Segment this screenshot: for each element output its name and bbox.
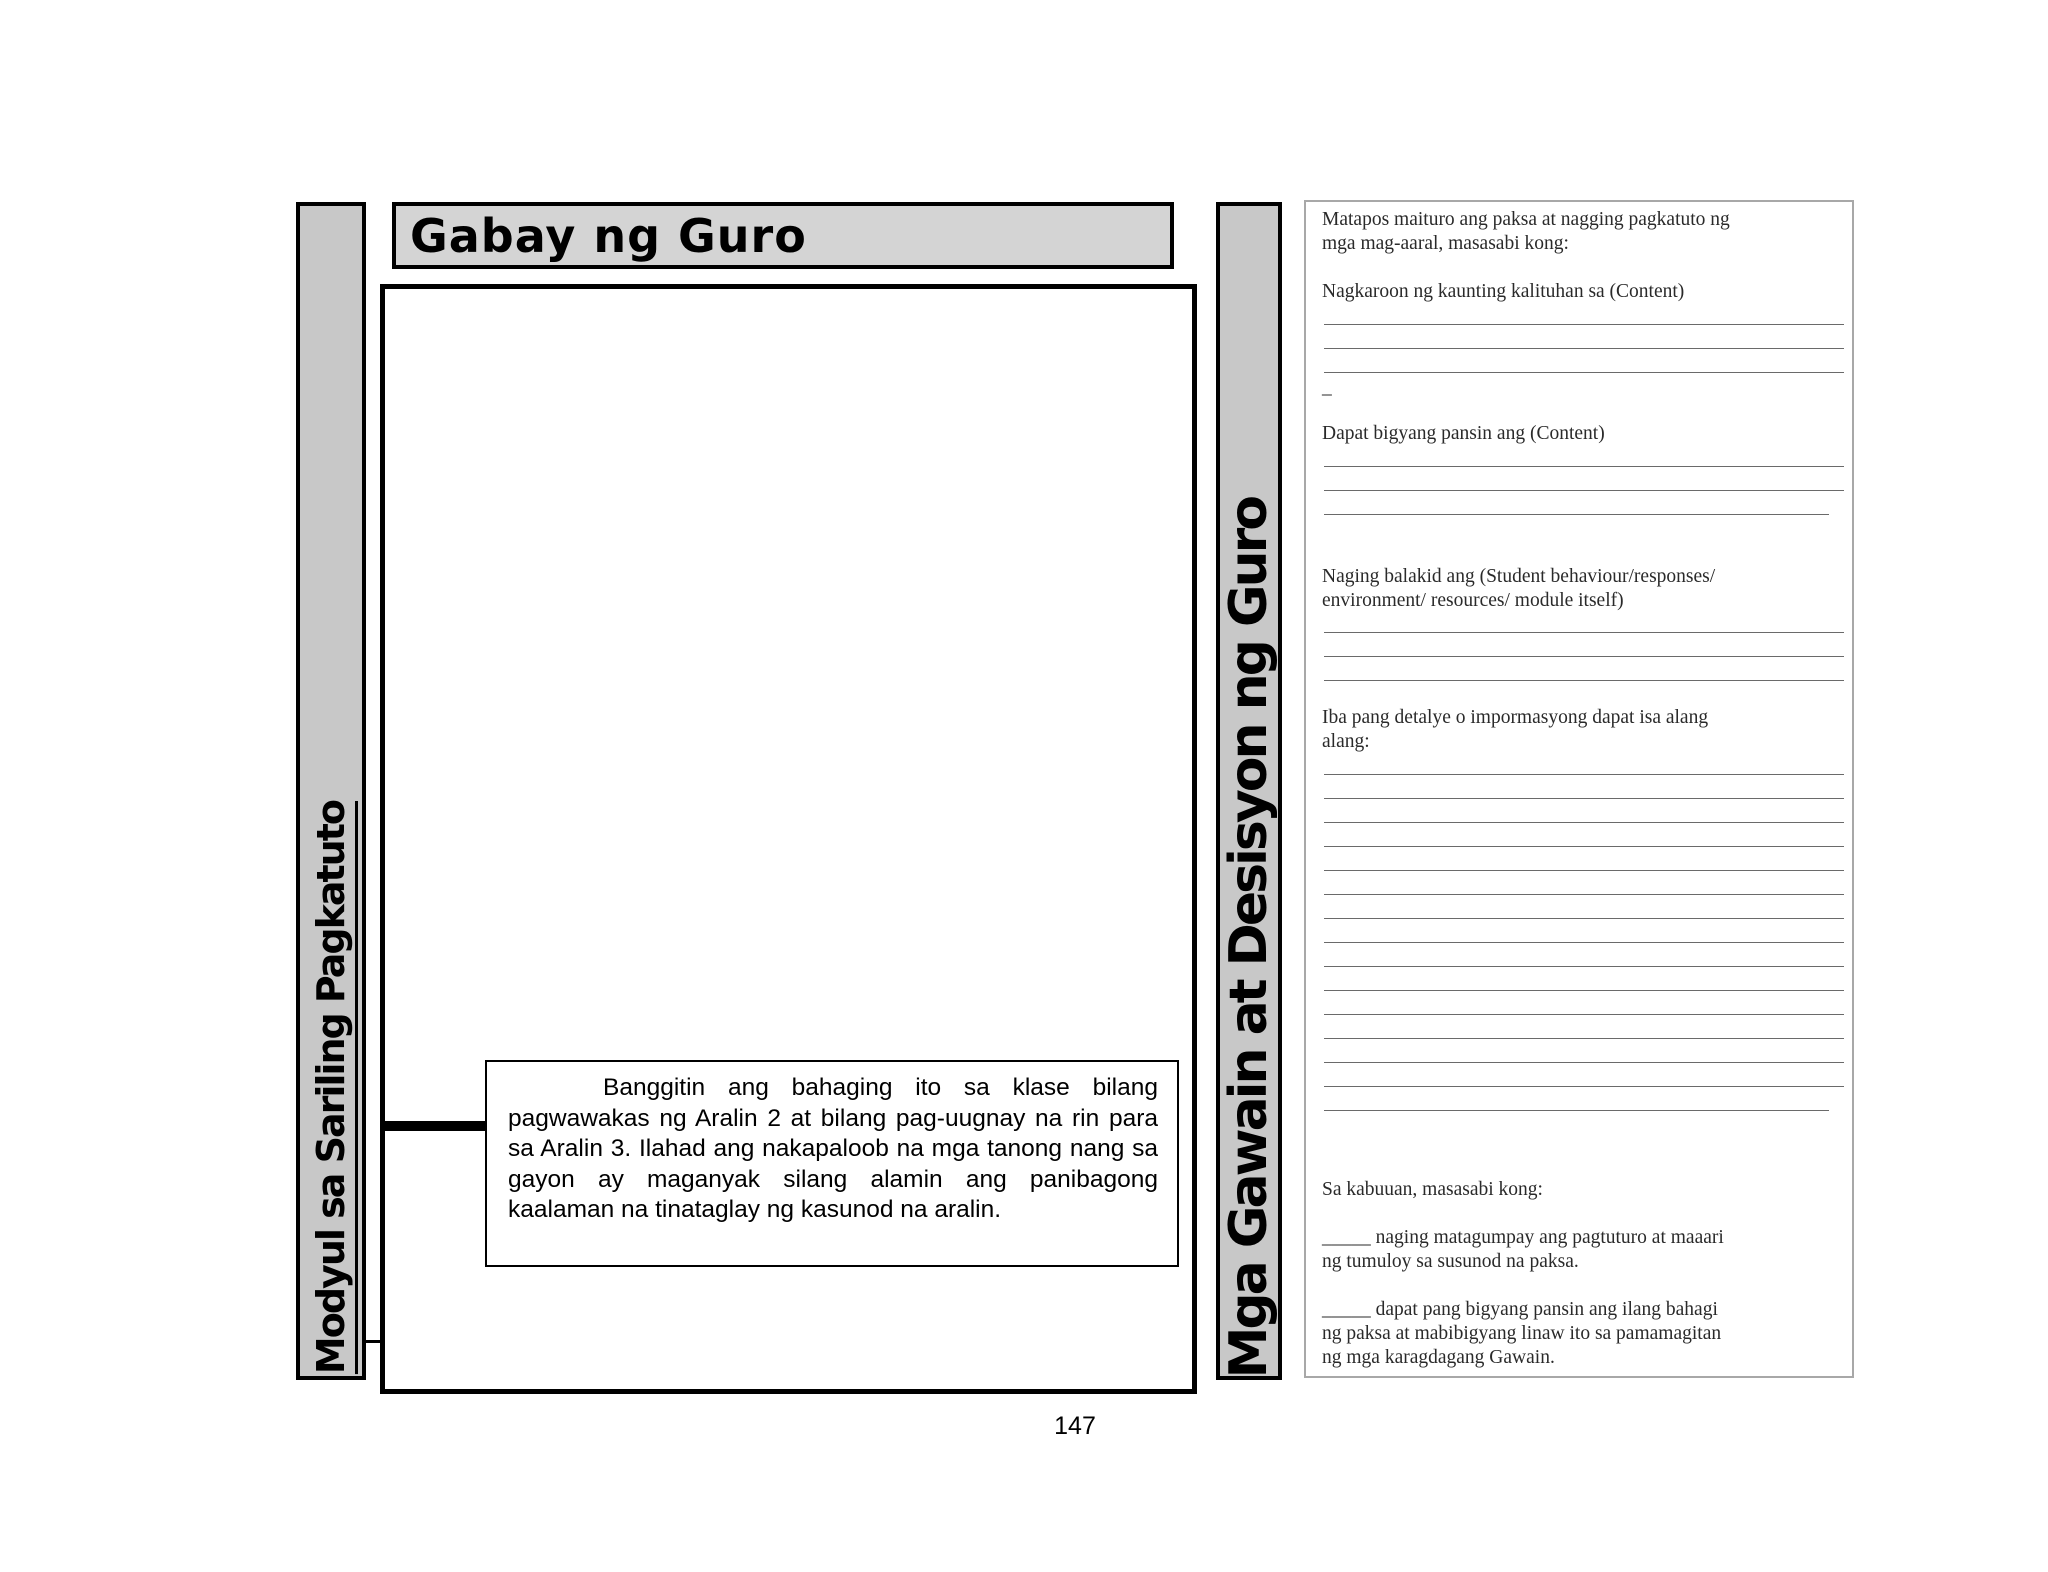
answer-line xyxy=(1324,466,1844,467)
answer-line xyxy=(1324,942,1844,943)
form-option-review-line-2: ng paksa at mabibigyang linaw ito sa pamamagitan xyxy=(1322,1323,1722,1344)
answer-line xyxy=(1324,656,1844,657)
answer-line xyxy=(1324,774,1844,775)
form-intro-line-1: Matapos maituro ang paksa at nagging pagkatuto ng xyxy=(1322,209,1730,230)
answer-line xyxy=(1324,1014,1844,1015)
answer-line xyxy=(1324,514,1829,515)
answer-line xyxy=(1324,1038,1844,1039)
form-summary-heading: Sa kabuuan, masasabi kong: xyxy=(1322,1179,1543,1200)
answer-line xyxy=(1324,990,1844,991)
answer-line xyxy=(1324,632,1844,633)
instruction-note-text: Banggitin ang bahaging ito sa klase bilang pagwawakas ng Aralin 2 at bilang pag-uugnay na rin para sa Aralin 3. Ilahad ang nakapaloob na mga tanong nang sa gayon ay maganyak silang alamin ang panibagong kaalaman na tinataglay ng kasunod na aralin. xyxy=(508,1074,1158,1223)
form-section-obstacle-line-1: Naging balakid ang (Student behaviour/responses/ xyxy=(1322,566,1716,587)
answer-line xyxy=(1324,798,1844,799)
answer-line xyxy=(1324,846,1844,847)
answer-line xyxy=(1324,870,1844,871)
connector-tick xyxy=(366,1340,384,1343)
answer-line xyxy=(1324,348,1844,349)
answer-line xyxy=(1324,1110,1829,1111)
answer-line xyxy=(1324,894,1844,895)
left-band-title-wrap xyxy=(296,202,366,1380)
form-option-review-line-3: ng mga karagdagang Gawain. xyxy=(1322,1347,1555,1368)
form-section-obstacle-line-2: environment/ resources/ module itself) xyxy=(1322,590,1624,611)
form-option-review-line-1: _____ dapat pang bigyang pansin ang ilang bahagi xyxy=(1322,1299,1718,1320)
form-dash: _ xyxy=(1322,377,1332,398)
form-option-success-line-1: _____ naging matagumpay ang pagtuturo at maaari xyxy=(1322,1227,1724,1248)
form-intro-line-2: mga mag-aaral, masasabi kong: xyxy=(1322,233,1569,254)
answer-line xyxy=(1324,490,1844,491)
instruction-note xyxy=(485,1060,1179,1267)
answer-line xyxy=(1324,372,1844,373)
form-section-details-line-2: alang: xyxy=(1322,731,1370,752)
answer-line xyxy=(1324,1086,1844,1087)
right-band-title-wrap xyxy=(1216,202,1282,1380)
page-number: 147 xyxy=(1054,1412,1096,1440)
form-section-attention: Dapat bigyang pansin ang (Content) xyxy=(1322,423,1605,444)
answer-line xyxy=(1324,1062,1844,1063)
page-title: Gabay ng Guro xyxy=(410,209,807,263)
right-band-title: Mga Gawain at Desisyon ng Guro xyxy=(1219,497,1279,1378)
details-answer-lines xyxy=(1324,774,1844,1134)
answer-line xyxy=(1324,680,1844,681)
answer-line xyxy=(1324,966,1844,967)
answer-line xyxy=(1324,918,1844,919)
answer-line xyxy=(1324,324,1844,325)
form-section-confusion: Nagkaroon ng kaunting kalituhan sa (Content) xyxy=(1322,281,1685,302)
connector-line xyxy=(384,1121,488,1131)
left-band-title: Modyul sa Sariling Pagkatuto xyxy=(309,800,353,1374)
form-option-success-line-2: ng tumuloy sa susunod na paksa. xyxy=(1322,1251,1579,1272)
answer-line xyxy=(1324,822,1844,823)
form-section-details-line-1: Iba pang detalye o impormasyong dapat isa alang xyxy=(1322,707,1709,728)
